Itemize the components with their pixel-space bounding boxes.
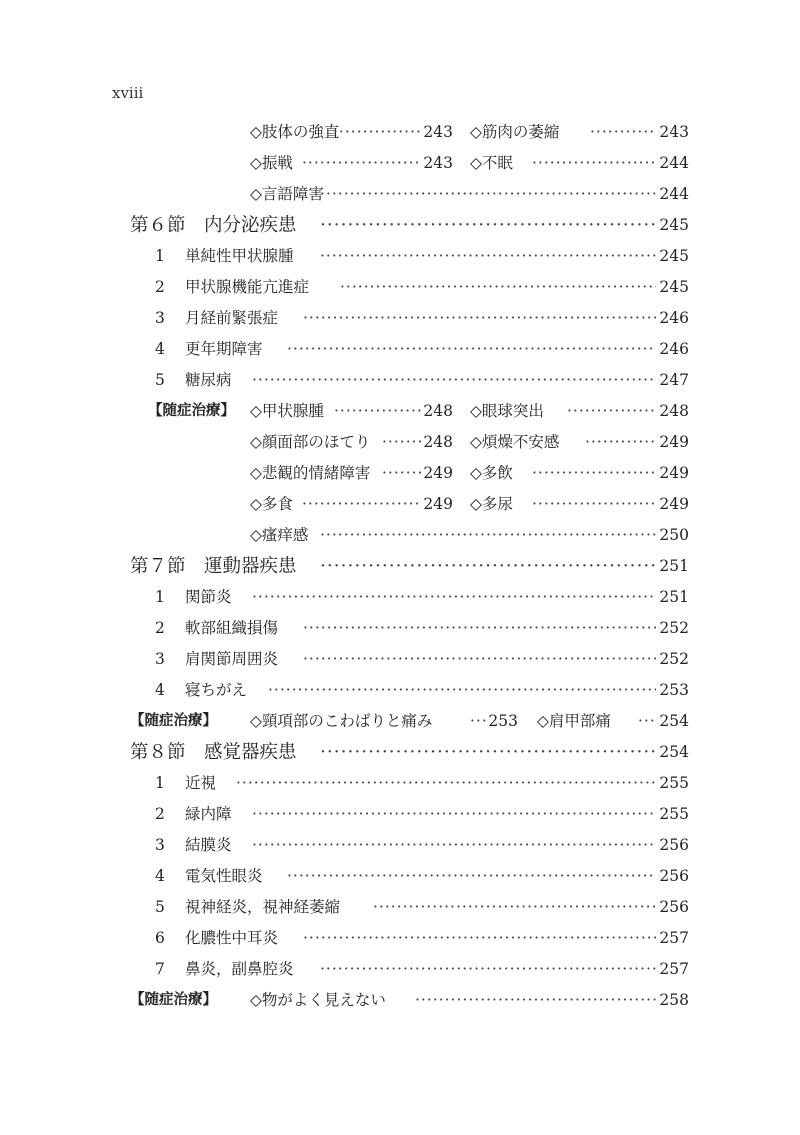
toc-symptom-entry[interactable]: ◇多尿 (470, 495, 513, 513)
page-number: 254 (659, 712, 689, 730)
dot-leader (252, 365, 656, 396)
dot-leader (252, 799, 656, 830)
page-number: 257 (659, 960, 689, 978)
dot-leader (268, 675, 656, 706)
item-number: 1 (155, 247, 165, 265)
page-number: 254 (659, 743, 689, 761)
item-number: 2 (155, 619, 165, 637)
page-number: 249 (659, 433, 689, 451)
toc-symptom-row (0, 396, 800, 427)
toc-symptom-row (0, 148, 800, 179)
item-number: 3 (155, 309, 165, 327)
item-number: 5 (155, 371, 165, 389)
page-folio: xviii (112, 84, 144, 102)
toc-symptom-entry[interactable]: ◇瘙痒感 (250, 526, 309, 544)
dot-leader (585, 427, 656, 458)
page-number: 244 (659, 154, 689, 172)
dot-leader (303, 644, 656, 675)
dot-leader (334, 396, 421, 427)
item-number: 1 (155, 774, 165, 792)
toc-item[interactable] (0, 923, 800, 954)
toc-symptom-row (0, 985, 800, 1016)
page-number: 256 (659, 867, 689, 885)
page-number: 249 (423, 495, 453, 513)
dot-leader (320, 954, 656, 985)
page-number: 243 (423, 154, 453, 172)
item-label: 結膜炎 (185, 836, 232, 854)
dot-leader (382, 427, 421, 458)
page-number: 251 (659, 588, 689, 606)
toc-symptom-entry[interactable]: ◇多飲 (470, 464, 513, 482)
item-number: 4 (155, 340, 165, 358)
page-number: 243 (423, 123, 453, 141)
page-number: 246 (659, 340, 689, 358)
dot-leader (415, 985, 656, 1016)
toc-section-heading[interactable]: 第６節 内分泌疾患 ····· 245 (0, 210, 800, 241)
page-number: 248 (423, 433, 453, 451)
toc-item[interactable] (0, 334, 800, 365)
item-number: 4 (155, 681, 165, 699)
item-label: 肩関節周囲炎 (185, 650, 279, 668)
toc-symptom-row (0, 117, 800, 148)
toc-symptom-entry[interactable]: ◇肢体の強直 (250, 123, 340, 141)
page-number: 244 (659, 185, 689, 203)
dot-leader (303, 303, 656, 334)
toc-item[interactable] (0, 365, 800, 396)
toc-symptom-entry[interactable]: ◇多食 (250, 495, 293, 513)
dot-leader (287, 334, 656, 365)
toc-symptom-entry[interactable]: ◇肩甲部痛 (537, 712, 611, 730)
item-label: 緑内障 (185, 805, 232, 823)
toc-symptom-entry[interactable]: ◇物がよく見えない (250, 991, 386, 1009)
dot-leader (333, 117, 421, 148)
toc-symptom-entry[interactable]: ◇頸項部のこわばりと痛み (250, 712, 433, 730)
toc-section-heading[interactable]: 第８節 感覚器疾患 ····· 254 (0, 737, 800, 768)
toc-symptom-row (0, 458, 800, 489)
page-number: 256 (659, 836, 689, 854)
toc-item[interactable] (0, 241, 800, 272)
page-number: 253 (488, 712, 518, 730)
page-number: 252 (659, 650, 689, 668)
item-label: 月経前緊張症 (185, 309, 279, 327)
dot-leader (252, 830, 656, 861)
symptom-treatment-tag: 【随症治療】 (130, 992, 217, 1008)
dot-leader (287, 861, 656, 892)
toc-section-heading[interactable]: 第７節 運動器疾患 ····· 251 (0, 551, 800, 582)
dot-leader (302, 489, 421, 520)
toc-item[interactable] (0, 644, 800, 675)
item-number: 1 (155, 588, 165, 606)
page-number: 249 (659, 464, 689, 482)
page-number: 245 (659, 278, 689, 296)
page-number: 252 (659, 619, 689, 637)
page-number: 257 (659, 929, 689, 947)
symptom-treatment-tag: 【随症治療】 (130, 713, 217, 729)
page-number: 253 (659, 681, 689, 699)
page-number: 256 (659, 898, 689, 916)
page-number: 248 (659, 402, 689, 420)
toc-item[interactable] (0, 613, 800, 644)
toc-symptom-row (0, 489, 800, 520)
item-label: 更年期障害 (185, 340, 263, 358)
toc-symptom-entry[interactable]: ◇振戦 (250, 154, 293, 172)
page-number: 248 (423, 402, 453, 420)
dot-leader (638, 706, 656, 737)
item-label: 視神経炎，視神経萎縮 (185, 898, 341, 916)
item-number: 3 (155, 836, 165, 854)
toc-symptom-row (0, 520, 800, 551)
item-number: 2 (155, 278, 165, 296)
toc-item[interactable] (0, 303, 800, 334)
toc-item[interactable] (0, 675, 800, 706)
dot-leader (236, 768, 656, 799)
page-number: 246 (659, 309, 689, 327)
page-number: 255 (659, 774, 689, 792)
page-number: 249 (423, 464, 453, 482)
toc-item[interactable] (0, 768, 800, 799)
dot-leader (340, 272, 656, 303)
item-number: 3 (155, 650, 165, 668)
symptom-treatment-tag: 【随症治療】 (148, 403, 235, 419)
dot-leader (532, 489, 656, 520)
item-label: 糖尿病 (185, 371, 232, 389)
page-number: 245 (659, 247, 689, 265)
toc-symptom-entry[interactable]: ◇甲状腺腫 (250, 402, 324, 420)
toc-item[interactable] (0, 830, 800, 861)
page-number: 258 (659, 991, 689, 1009)
item-label: 近視 (185, 774, 217, 792)
dot-leader (470, 706, 488, 737)
toc-symptom-row (0, 427, 800, 458)
dot-leader (320, 179, 656, 210)
dot-leader (303, 613, 656, 644)
item-label: 関節炎 (185, 588, 232, 606)
toc-item[interactable] (0, 892, 800, 923)
page-number: 249 (659, 495, 689, 513)
dot-leader (303, 923, 656, 954)
page-number: 245 (659, 216, 689, 234)
toc-symptom-row (0, 706, 800, 737)
toc-symptom-entry[interactable]: ◇筋肉の萎縮 (470, 123, 560, 141)
toc-item[interactable] (0, 272, 800, 303)
item-label: 寝ちがえ (185, 681, 248, 699)
dot-leader (382, 458, 421, 489)
dot-leader (532, 458, 656, 489)
item-label: 単純性甲状腺腫 (185, 247, 294, 265)
toc-symptom-entry[interactable]: ◇眼球突出 (470, 402, 544, 420)
dot-leader (320, 210, 656, 241)
dot-leader (320, 520, 656, 551)
dot-leader (373, 892, 656, 923)
toc-item[interactable] (0, 861, 800, 892)
dot-leader (252, 582, 656, 613)
toc-item[interactable] (0, 799, 800, 830)
page-number: 255 (659, 805, 689, 823)
item-number: 2 (155, 805, 165, 823)
dot-leader (320, 551, 656, 582)
toc-symptom-entry[interactable]: ◇顔面部のほてり (250, 433, 371, 451)
item-label: 軟部組織損傷 (185, 619, 279, 637)
dot-leader (567, 396, 656, 427)
item-label: 電気性眼炎 (185, 867, 263, 885)
item-number: 7 (155, 960, 165, 978)
page-number: 251 (659, 557, 689, 575)
toc-symptom-entry[interactable]: ◇不眠 (470, 154, 513, 172)
toc-symptom-entry[interactable]: ◇悲観的情緒障害 (250, 464, 371, 482)
item-number: 5 (155, 898, 165, 916)
dot-leader (320, 737, 656, 768)
dot-leader (302, 148, 421, 179)
toc-symptom-entry[interactable]: ◇煩燥不安感 (470, 433, 560, 451)
toc-symptom-row (0, 179, 800, 210)
item-number: 4 (155, 867, 165, 885)
toc-symptom-entry[interactable]: ◇言語障害 (250, 185, 324, 203)
page-number: 247 (659, 371, 689, 389)
toc-item[interactable] (0, 954, 800, 985)
page-number: 250 (659, 526, 689, 544)
dot-leader (590, 117, 656, 148)
item-label: 化膿性中耳炎 (185, 929, 279, 947)
dot-leader (320, 241, 656, 272)
item-label: 甲状腺機能亢進症 (185, 278, 310, 296)
item-number: 6 (155, 929, 165, 947)
page-number: 243 (659, 123, 689, 141)
item-label: 鼻炎，副鼻腔炎 (185, 960, 294, 978)
toc-item[interactable] (0, 582, 800, 613)
dot-leader (532, 148, 656, 179)
